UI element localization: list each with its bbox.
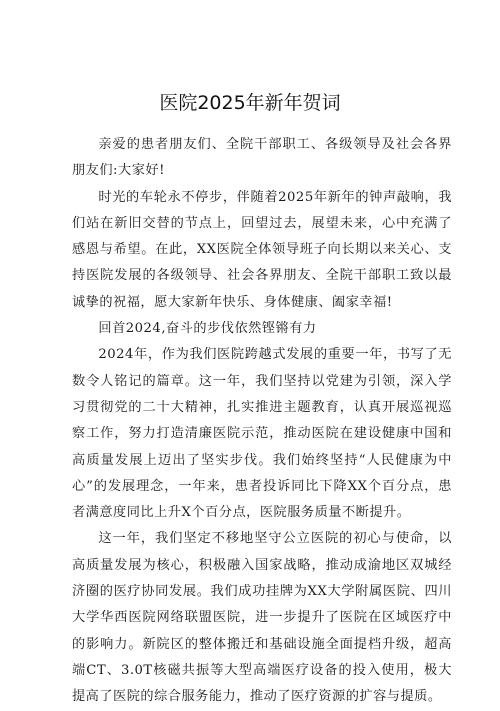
document-body [72, 132, 452, 711]
paragraph-new-year: 时光的车轮永不停步，伴随着2025年新年的钟声敲响，我们站在新旧交替的节点上，回望过去，展望未来，心中充满了感恩与希望。在此，XX医院全体领导班子向长期以来关心、支持医院发展的各级领导、社会各界朋友、全院干部职工致以最诚挚的祝福，愿大家新年快乐、身体健康、阖家幸福! [72, 189, 452, 310]
paragraph-this-year: 这一年，我们坚定不移地坚守公立医院的初心与使命，以高质量发展为核心，积极融入国家战略，推动成渝地区双城经济圈的医疗协同发展。我们成功挂牌为XX大学附属医院、四川大学华西医院网络联盟医院，进一步提升了医院在区域医疗中的影响力。新院区的整体搬迁和基础设施全面提档升级，超高端CT、3.0T核磁共振等大型高端医疗设备的投入使用，极大提高了医院的综合服务能力，推动了医疗资源的扩容与提质。 [72, 531, 452, 705]
paragraph-2024: 2024年，作为我们医院跨越式发展的重要一年，书写了无数令人铭记的篇章。这一年，我们坚持以党建为引领，深入学习贯彻党的二十大精神，扎实推进主题教育，认真开展巡视巡察工作，努力打造清廉医院示范，推动医院在建设健康中国和高质量发展上迈出了坚实步伐。我们始终坚持“人民健康为中心”的发展理念，一年来，患者投诉同比下降XX个百分点，患者满意度同比上升X个百分点，医院服务质量不断提升。 [72, 347, 452, 521]
document-title: 医院2025年新年贺词 [159, 92, 341, 114]
section-heading-review: 回首2024,奋斗的步伐依然铿锵有力 [98, 321, 317, 337]
greeting-paragraph: 亲爱的患者朋友们、全院干部职工、各级领导及社会各界朋友们:大家好! [72, 137, 452, 179]
